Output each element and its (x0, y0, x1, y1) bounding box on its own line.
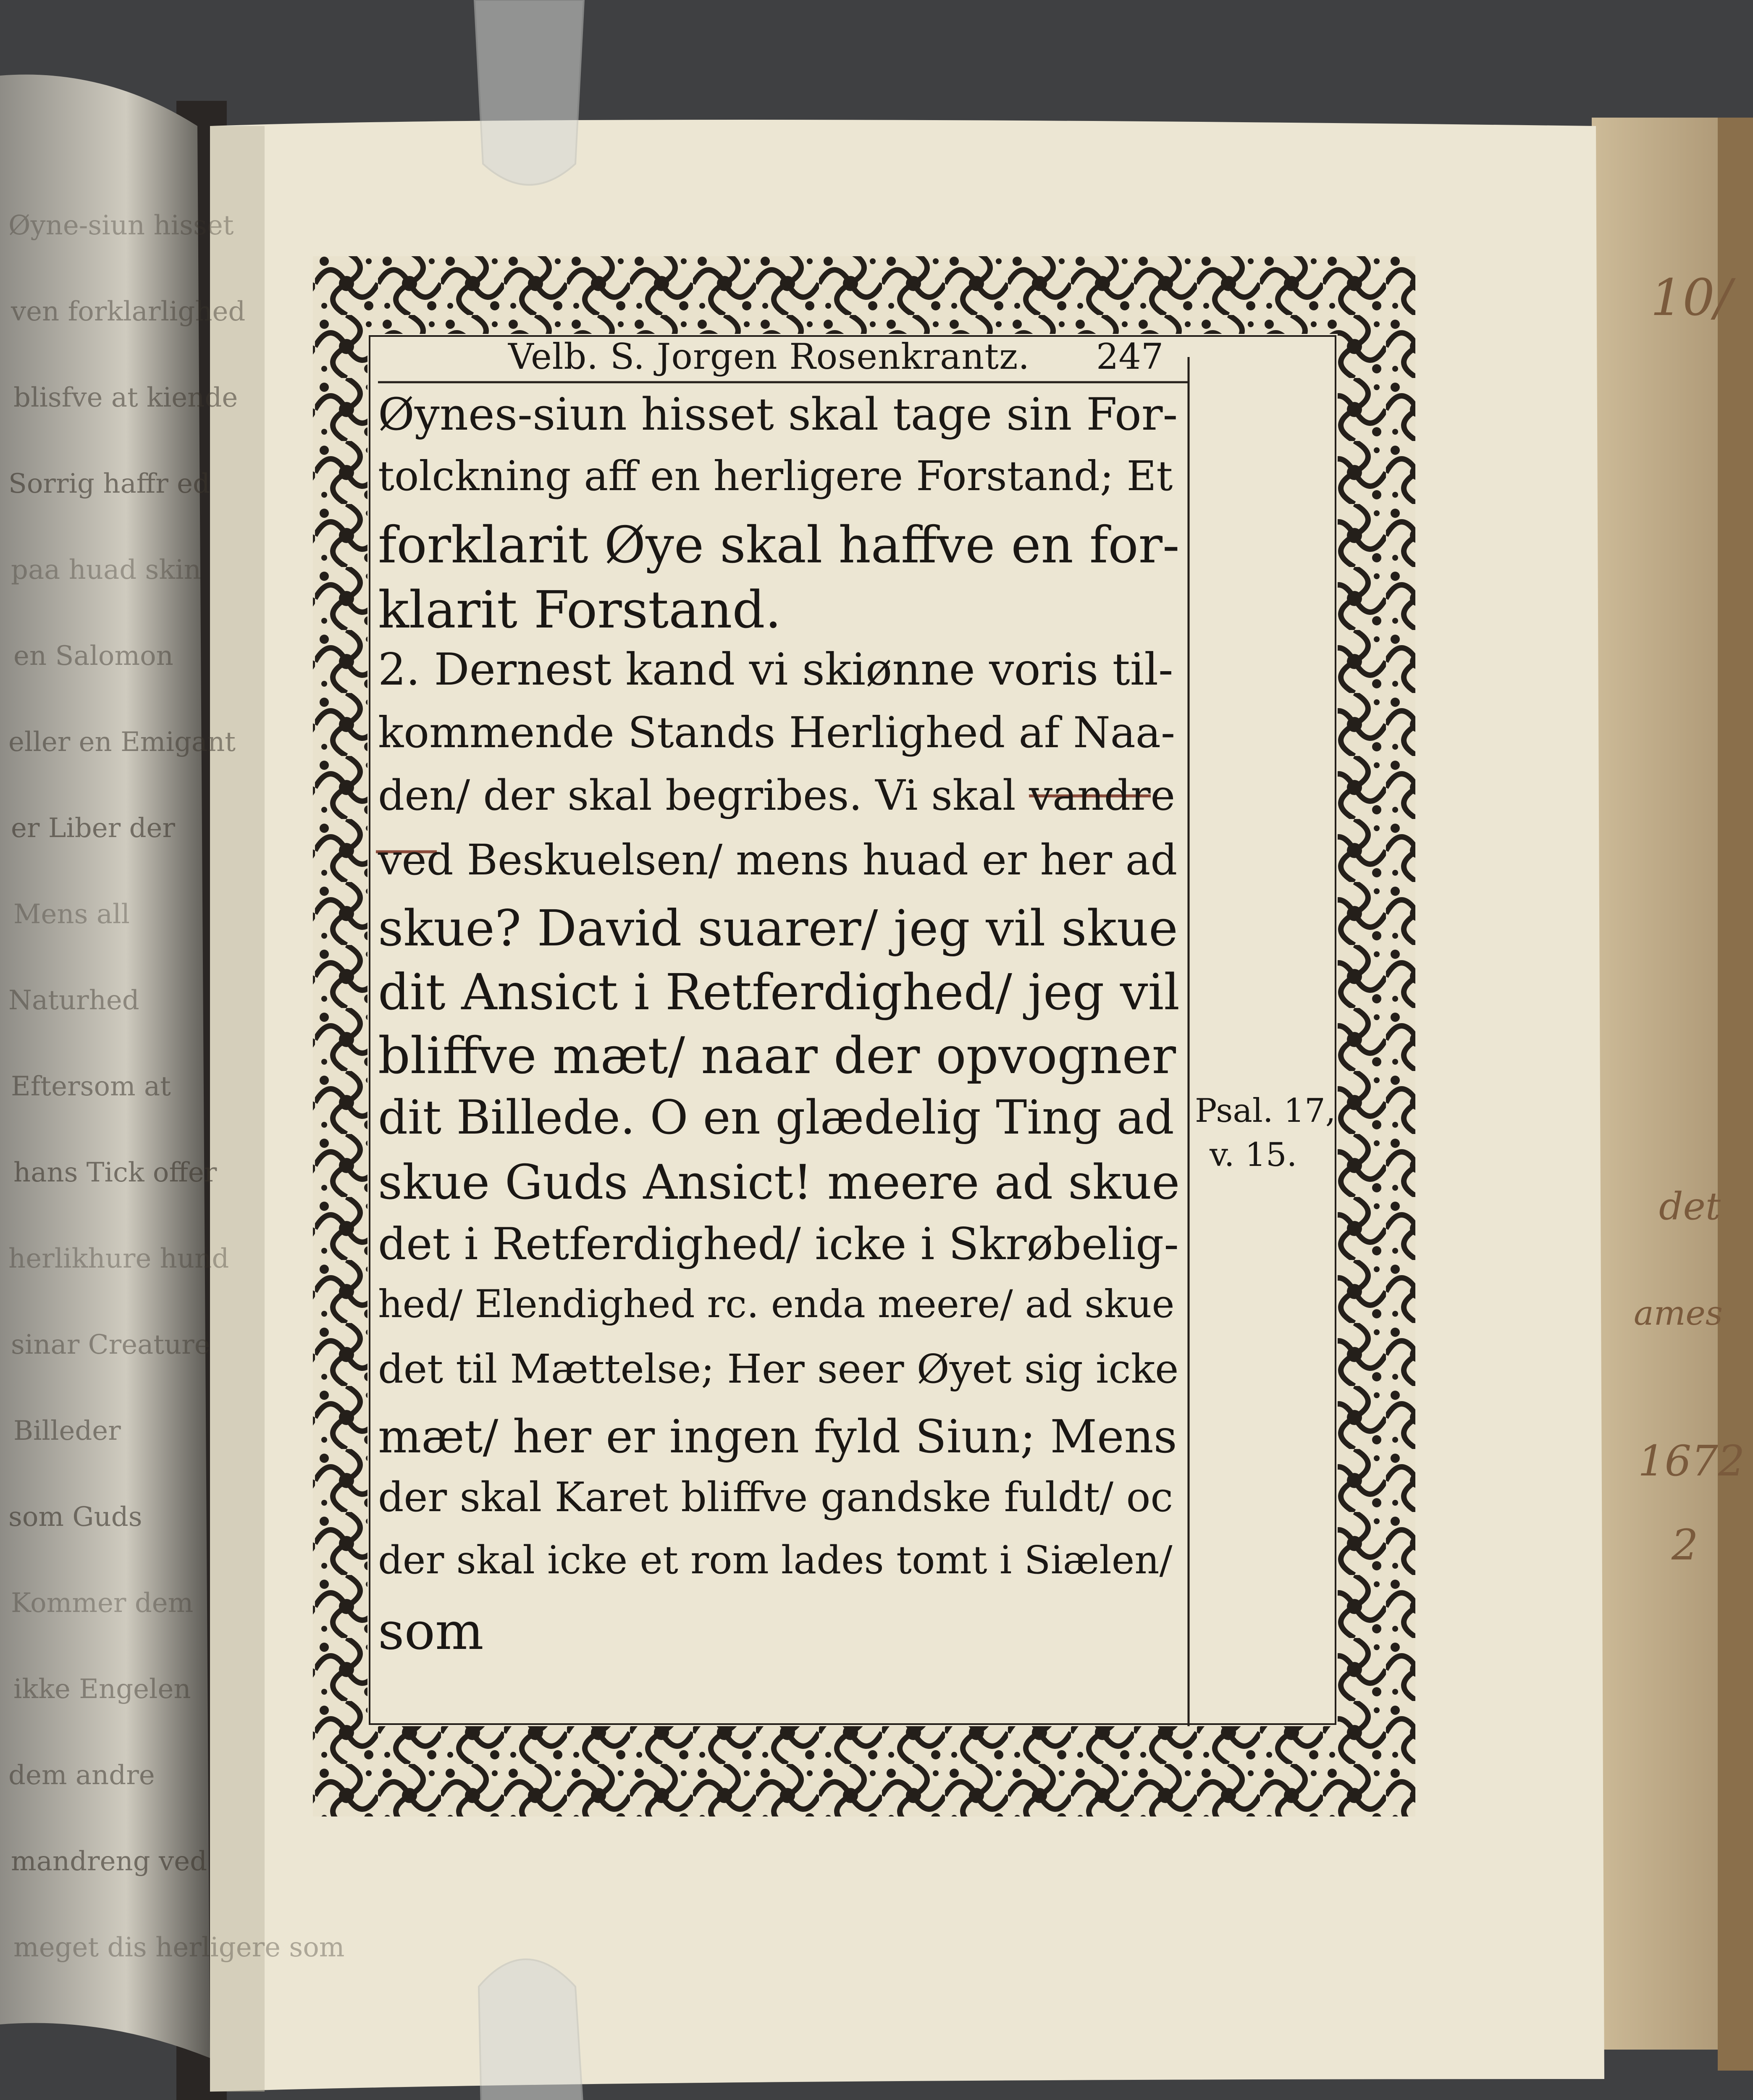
left-page-line: Naturhed (8, 985, 139, 1016)
text-line: mæt/ her er ingen fyld Siun; Mens (378, 1410, 1177, 1463)
body-text (378, 388, 1180, 1699)
left-page-line: blisfve at kiende (13, 382, 238, 413)
left-page-line: meget dis herligere som (13, 1932, 345, 1963)
manuscript-note-det: det (1659, 1184, 1721, 1228)
left-page-line: Sorrig haffr ed (8, 468, 210, 499)
left-page-line: ikke Engelen (13, 1674, 191, 1705)
text-line: ved Beskuelsen/ mens huad er her ad (378, 835, 1178, 885)
text-line: Øynes-siun hisset skal tage sin For- (378, 388, 1178, 440)
text-line: skue? David suarer/ jeg vil skue (378, 899, 1178, 957)
text-line: klarit Forstand. (378, 580, 782, 640)
text-line: kommende Stands Herlighed af Naa- (378, 708, 1176, 757)
left-page-line: hans Tick offer (13, 1157, 217, 1188)
text-line: dit Ansict i Retferdighed/ jeg vil (378, 963, 1180, 1021)
left-page-line: eller en Emigant (8, 727, 236, 758)
left-page-line: paa huad skin (11, 554, 201, 585)
left-page-line: en Salomon (13, 640, 173, 672)
margin-note-verse: v. 15. (1210, 1136, 1297, 1174)
page-number: 247 (1096, 336, 1164, 377)
manuscript-note-ames: ames (1634, 1294, 1723, 1333)
manuscript-note-top: 10/ (1651, 269, 1732, 327)
running-head: Velb. S. Jorgen Rosenkrantz. (508, 336, 1030, 377)
left-page-line: er Liber der (11, 813, 175, 844)
ornamental-border-top (313, 256, 1415, 334)
book-cover-edge (1718, 118, 1753, 2071)
manuscript-note-year: 1672 (1638, 1436, 1745, 1486)
left-page-line: herlikhure hund (8, 1243, 229, 1274)
left-page-line: som Guds (8, 1502, 142, 1533)
text-line: dit Billede. O en glædelig Ting ad (378, 1091, 1174, 1145)
left-page-line: Øyne-siun hisset (8, 210, 234, 241)
text-line: tolckning aff en herligere Forstand; Et (378, 452, 1173, 500)
text-line: bliffve mæt/ naar der opvogner (378, 1027, 1176, 1085)
text-line: hed/ Elendighed rc. enda meere/ ad skue (378, 1282, 1175, 1326)
left-page-line: sinar Creature (11, 1329, 210, 1360)
left-page-line: Eftersom at (11, 1071, 171, 1102)
text-line: der skal Karet bliffve gandske fuldt/ oc (378, 1474, 1173, 1521)
text-line: skue Guds Ansict! meere ad skue (378, 1155, 1180, 1210)
text-line: det til Mættelse; Her seer Øyet sig icke (378, 1346, 1179, 1392)
text-line: forklarit Øye skal haffve en for- (378, 516, 1180, 575)
book-clamp-top (475, 0, 584, 185)
manuscript-note-bottom: 2 (1672, 1520, 1698, 1570)
ornamental-border-left (313, 334, 367, 1726)
text-line: det i Retferdighed/ icke i Skrøbelig- (378, 1218, 1179, 1270)
gutter-shadow (210, 126, 265, 2092)
text-line: 2. Dernest kand vi skiønne voris til- (378, 644, 1173, 695)
left-page-line: Kommer dem (11, 1588, 194, 1619)
ornamental-border-bottom (313, 1726, 1415, 1816)
left-page-line: mandreng ved (11, 1846, 207, 1877)
text-line: som (378, 1601, 484, 1661)
left-page-line: ven forklarlighed (11, 296, 246, 327)
left-page-line: Billeder (13, 1415, 121, 1446)
margin-note-psalm: Psal. 17, (1195, 1092, 1336, 1130)
text-line: den/ der skal begribes. Vi skal vandre (378, 772, 1176, 820)
text-line: der skal icke et rom lades tomt i Siælen/ (378, 1538, 1173, 1583)
left-page-line: Mens all (13, 899, 130, 930)
ornamental-border-right (1338, 334, 1415, 1726)
left-page-line: dem andre (8, 1760, 155, 1791)
